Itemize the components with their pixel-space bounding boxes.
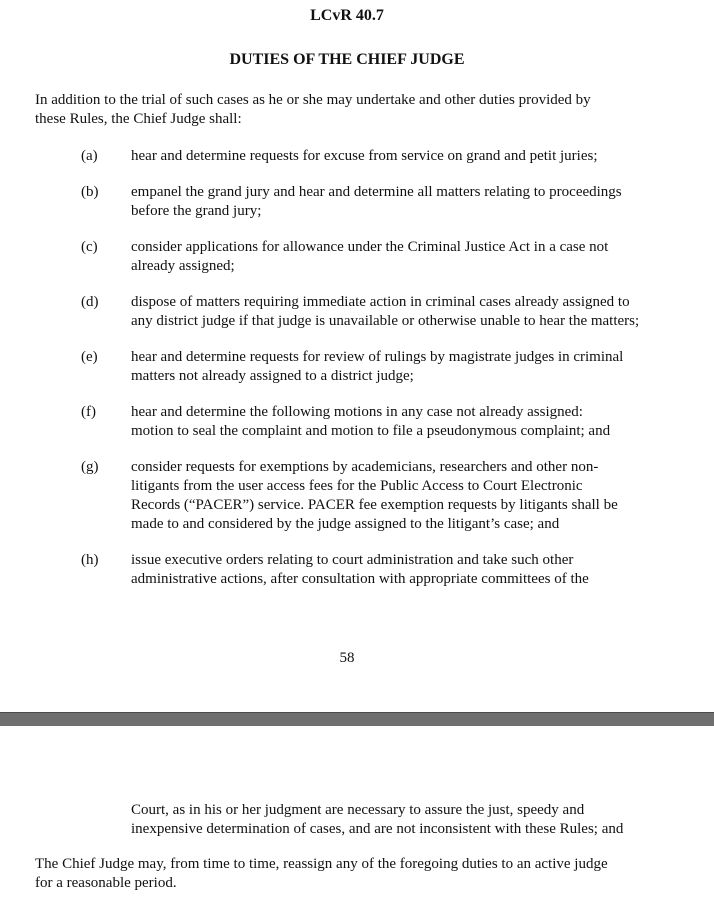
item-text-b <box>131 183 701 221</box>
intro-paragraph <box>35 91 665 129</box>
text-line: dispose of matters requiring immediate action in criminal cases already assigned to <box>131 294 630 310</box>
item-label-f: (f) <box>81 404 96 420</box>
page-number: 58 <box>339 650 355 666</box>
text-line: In addition to the trial of such cases as he or she may undertake and other duties provided by <box>35 92 591 108</box>
item-text-a <box>131 147 701 166</box>
text-line: hear and determine requests for review of rulings by magistrate judges in criminal <box>131 349 624 365</box>
item-label-g: (g) <box>81 459 99 475</box>
item-label-a: (a) <box>81 148 98 164</box>
text-line: inexpensive determination of cases, and are not inconsistent with these Rules; and <box>131 821 624 837</box>
closing-paragraph <box>35 855 665 893</box>
text-line: hear and determine requests for excuse from service on grand and petit juries; <box>131 148 598 164</box>
rule-number: LCvR 40.7 <box>310 7 384 24</box>
item-h-continuation <box>131 801 701 839</box>
text-line: Records (“PACER”) service. PACER fee exemption requests by litigants shall be <box>131 497 618 513</box>
text-line: already assigned; <box>131 258 235 274</box>
text-line: The Chief Judge may, from time to time, reassign any of the foregoing duties to an active judge <box>35 856 608 872</box>
item-text-g <box>131 458 701 534</box>
item-label-h: (h) <box>81 552 99 568</box>
text-line: any district judge if that judge is unavailable or otherwise unable to hear the matters; <box>131 313 640 329</box>
text-line: Court, as in his or her judgment are necessary to assure the just, speedy and <box>131 802 585 818</box>
text-line: hear and determine the following motions in any case not already assigned: <box>131 404 583 420</box>
text-line: motion to seal the complaint and motion to file a pseudonymous complaint; and <box>131 423 611 439</box>
text-line: matters not already assigned to a district judge; <box>131 368 414 384</box>
document-page-59 <box>0 726 714 907</box>
item-text-h <box>131 551 701 589</box>
page-separator <box>0 712 714 726</box>
text-line: made to and considered by the judge assigned to the litigant’s case; and <box>131 516 560 532</box>
item-label-e: (e) <box>81 349 98 365</box>
text-line: administrative actions, after consultation with appropriate committees of the <box>131 571 589 587</box>
text-line: consider requests for exemptions by academicians, researchers and other non- <box>131 459 599 475</box>
item-label-d: (d) <box>81 294 99 310</box>
rule-title: DUTIES OF THE CHIEF JUDGE <box>229 51 465 68</box>
item-label-b: (b) <box>81 184 99 200</box>
item-text-f <box>131 403 701 441</box>
text-line: litigants from the user access fees for the Public Access to Court Electronic <box>131 478 583 494</box>
text-line: issue executive orders relating to court administration and take such other <box>131 552 574 568</box>
text-line: these Rules, the Chief Judge shall: <box>35 111 242 127</box>
item-text-d <box>131 293 701 331</box>
item-text-e <box>131 348 701 386</box>
item-text-c <box>131 238 701 276</box>
text-line: consider applications for allowance under the Criminal Justice Act in a case not <box>131 239 609 255</box>
item-label-c: (c) <box>81 239 98 255</box>
text-line: for a reasonable period. <box>35 875 177 891</box>
text-line: before the grand jury; <box>131 203 262 219</box>
text-line: empanel the grand jury and hear and determine all matters relating to proceedings <box>131 184 622 200</box>
